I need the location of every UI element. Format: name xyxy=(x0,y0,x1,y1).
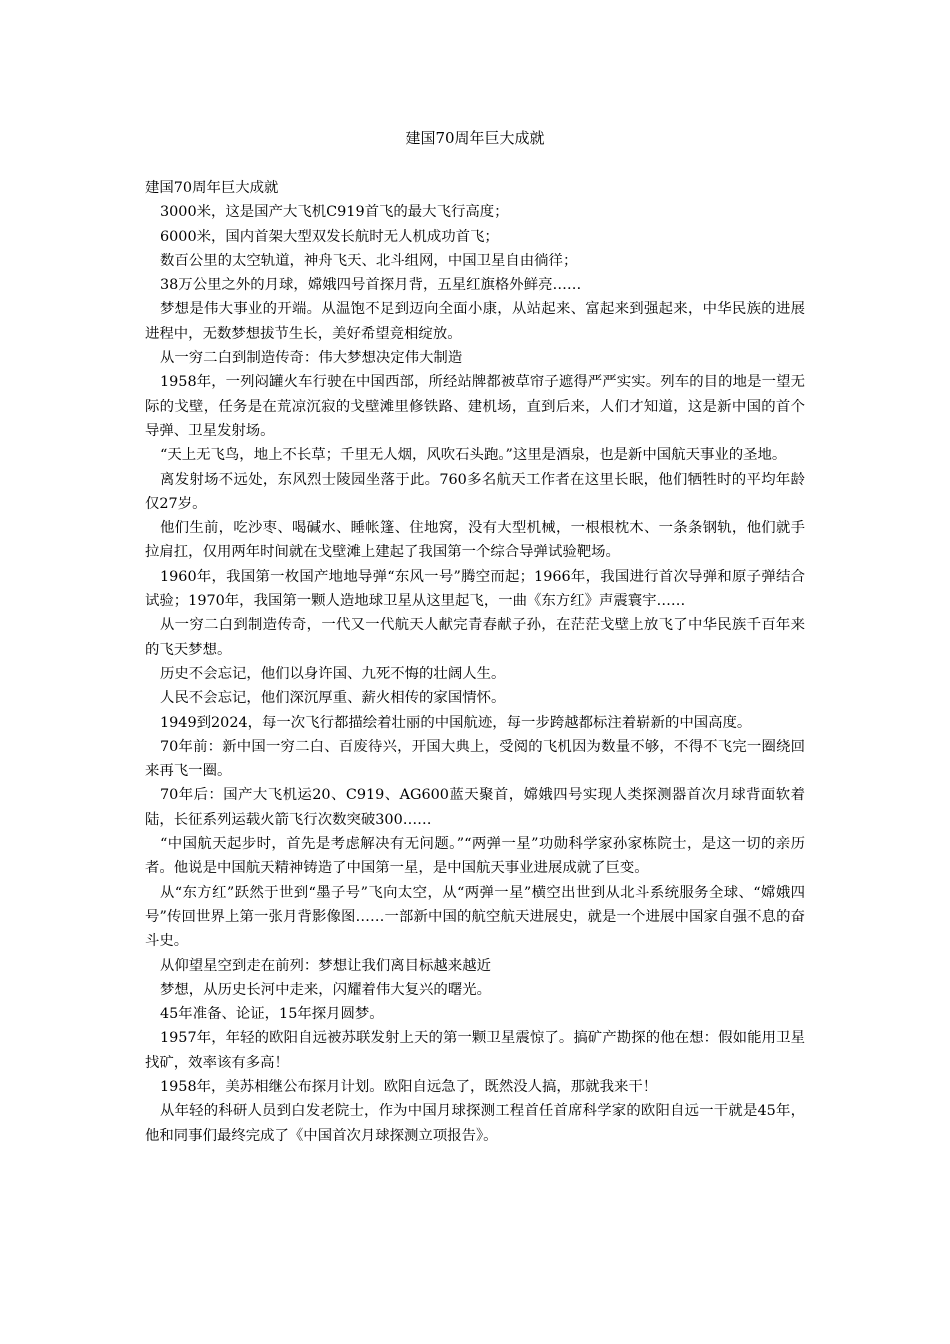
paragraph: “中国航天起步时，首先是考虑解决有无问题。”“两弹一星”功勋科学家孙家栋院士，是这一切的亲历者。他说是中国航天精神铸造了中国第一星，是中国航天事业进展成就了巨变。 xyxy=(145,836,805,877)
paragraph: 1949到2024，每一次飞行都描绘着壮丽的中国航迹，每一步跨越都标注着崭新的中国高度。 xyxy=(160,714,752,731)
paragraph: 70年前：新中国一穷二白、百废待兴，开国大典上，受阅的飞机因为数量不够，不得不飞完一圈绕回来再飞一圈。 xyxy=(145,738,805,780)
paragraph: 离发射场不远处，东风烈士陵园坐落于此。760多名航天工作者在这里长眠，他们牺牲时的平均年龄仅27岁。 xyxy=(145,471,805,512)
paragraph: 梦想是伟大事业的开端。从温饱不足到迈向全面小康，从站起来、富起来到强起来，中华民族的进展进程中，无数梦想拔节生长，美好希望竞相绽放。 xyxy=(145,301,805,342)
paragraph: 他们生前，吃沙枣、喝碱水、睡帐篷、住地窝，没有大型机械，一根根枕木、一条条钢轨，他们就手拉肩扛，仅用两年时间就在戈壁滩上建起了我国第一个综合导弹试验靶场。 xyxy=(145,520,805,561)
paragraph: 历史不会忘记，他们以身许国、九死不悔的壮阔人生。 xyxy=(160,665,506,682)
paragraph: 70年后：国产大飞机运20、C919、AG600蓝天聚首，嫦娥四号实现人类探测器首次月球背面软着陆，长征系列运载火箭飞行次数突破300…… xyxy=(145,787,805,828)
paragraph: 6000米，国内首架大型双发长航时无人机成功首飞； xyxy=(160,228,499,245)
paragraph: 从年轻的科研人员到白发老院士，作为中国月球探测工程首任首席科学家的欧阳自远一干就是45年，他和同事们最终完成了《中国首次月球探测立项报告》。 xyxy=(145,1103,805,1144)
paragraph: 1958年，一列闷罐火车行驶在中国西部，所经站牌都被草帘子遮得严严实实。列车的目的地是一望无际的戈壁，任务是在荒凉沉寂的戈壁滩里修铁路、建机场，直到后来，人们才知道，这是新中国的首个导弹、卫星发射场。 xyxy=(145,374,805,439)
paragraph: 45年准备、论证，15年探月圆梦。 xyxy=(160,1006,384,1023)
section-heading: 从一穷二白到制造传奇：伟大梦想决定伟大制造 xyxy=(160,350,463,367)
document-title: 建国70周年巨大成就 xyxy=(405,129,545,147)
paragraph: 数百公里的太空轨道，神舟飞天、北斗组网，中国卫星自由徜徉； xyxy=(160,252,578,269)
paragraph: 38万公里之外的月球，嫦娥四号首探月背，五星红旗格外鲜亮…… xyxy=(160,277,582,294)
paragraph: “天上无飞鸟，地上不长草；千里无人烟，风吹石头跑。”这里是酒泉，也是新中国航天事业的圣地。 xyxy=(160,447,787,464)
paragraph: 1958年，美苏相继公布探月计划。欧阳自远急了，既然没人搞，那就我来干！ xyxy=(160,1078,658,1095)
document-heading: 建国70周年巨大成就 xyxy=(145,180,279,196)
paragraph: 人民不会忘记，他们深沉厚重、薪火相传的家国情怀。 xyxy=(160,690,506,707)
paragraph: 1957年，年轻的欧阳自远被苏联发射上天的第一颗卫星震惊了。搞矿产勘探的他在想：假如能用卫星找矿，效率该有多高！ xyxy=(145,1030,805,1071)
paragraph: 3000米，这是国产大飞机C919首飞的最大飞行高度； xyxy=(160,204,509,221)
paragraph: 1960年，我国第一枚国产地地导弹“东风一号”腾空而起；1966年，我国进行首次导弹和原子弹结合试验；1970年，我国第一颗人造地球卫星从这里起飞，一曲《东方红》声震寰宇…… xyxy=(145,568,805,610)
document-body xyxy=(145,176,805,1148)
paragraph: 梦想，从历史长河中走来，闪耀着伟大复兴的曙光。 xyxy=(160,981,491,998)
paragraph: 从“东方红”跃然于世到“墨子号”飞向太空，从“两弹一星”横空出世到从北斗系统服务全球、“嫦娥四号”传回世界上第一张月背影像图……一部新中国的航空航天进展史，就是一个进展中国家自强不息的奋斗史。 xyxy=(145,884,805,950)
paragraph: 从一穷二白到制造传奇，一代又一代航天人献完青春献子孙，在茫茫戈壁上放飞了中华民族千百年来的飞天梦想。 xyxy=(145,617,805,658)
section-heading: 从仰望星空到走在前列：梦想让我们离目标越来越近 xyxy=(160,957,491,974)
